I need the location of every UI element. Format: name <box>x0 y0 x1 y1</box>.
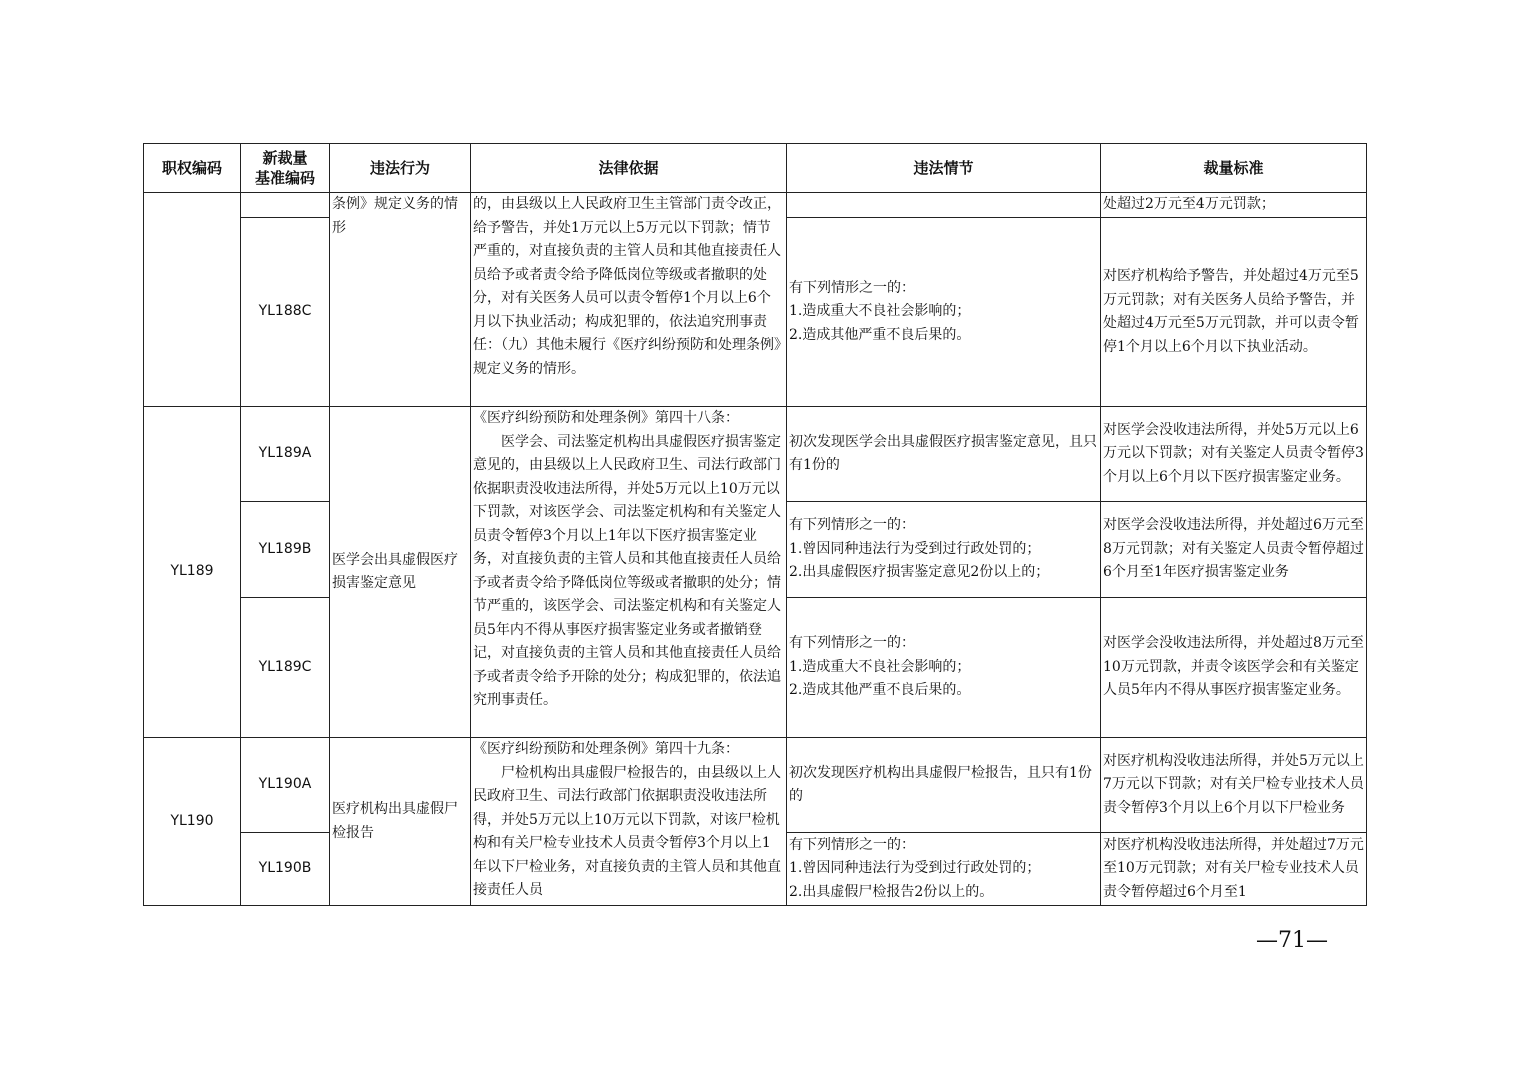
standard-cell: 对医疗机构没收违法所得，并处5万元以上7万元以下罚款；对有关尸检专业技术人员责令暂停3个月以上6个月以下尸检业务 <box>1101 738 1367 833</box>
header-circumstance: 违法情节 <box>787 144 1101 193</box>
benchmark-code-cell <box>241 193 330 218</box>
header-legal-basis: 法律依据 <box>471 144 787 193</box>
benchmark-code-cell: YL189A <box>241 407 330 502</box>
authority-code-cell <box>144 193 241 407</box>
benchmark-code-cell: YL189B <box>241 502 330 598</box>
legal-basis-cell: 的，由县级以上人民政府卫生主管部门责令改正，给予警告，并处1万元以上5万元以下罚款；情节严重的，对直接负责的主管人员和其他直接责任人员给予或者责令给予降低岗位等级或者撤职的处分，对有关医务人员可以责令暂停1个月以上6个月以下执业活动；构成犯罪的，依法追究刑事责任：（九）其他未履行《医疗纠纷预防和处理条例》规定义务的情形。 <box>471 193 787 407</box>
page-number: —71— <box>1256 928 1328 953</box>
circumstance-cell: 有下列情形之一的： 1.曾因同种违法行为受到过行政处罚的； 2.出具虚假尸检报告2份以上的。 <box>787 833 1101 906</box>
standard-cell: 对医学会没收违法所得，并处5万元以上6万元以下罚款；对有关鉴定人员责令暂停3个月以上6个月以下医疗损害鉴定业务。 <box>1101 407 1367 502</box>
legal-basis-cell: 《医疗纠纷预防和处理条例》第四十八条： 医学会、司法鉴定机构出具虚假医疗损害鉴定意见的，由县级以上人民政府卫生、司法行政部门依据职责没收违法所得，并处5万元以上10万元以下罚款，对该医学会、司法鉴定机构和有关鉴定人员责令暂停3个月以上1年以下医疗损害鉴定业务，对直接负责的主管人员和其他直接责任人员给予或者责令给予降低岗位等级或者撤职的处分；情节严重的，该医学会、司法鉴定机构和有关鉴定人员5年内不得从事医疗损害鉴定业务或者撤销登记，对直接负责的主管人员和其他直接责任人员给予或者责令给予开除的处分；构成犯罪的，依法追究刑事责任。 <box>471 407 787 738</box>
circumstance-cell: 有下列情形之一的： 1.曾因同种违法行为受到过行政处罚的； 2.出具虚假医疗损害鉴定意见2份以上的； <box>787 502 1101 598</box>
violation-cell: 条例》规定义务的情形 <box>330 193 471 407</box>
standard-cell: 处超过2万元至4万元罚款； <box>1101 193 1367 218</box>
header-benchmark-code: 新裁量 基准编码 <box>241 144 330 193</box>
circumstance-cell: 有下列情形之一的： 1.造成重大不良社会影响的； 2.造成其他严重不良后果的。 <box>787 598 1101 738</box>
benchmark-code-cell: YL190A <box>241 738 330 833</box>
circumstance-cell <box>787 193 1101 218</box>
violation-cell: 医疗机构出具虚假尸检报告 <box>330 738 471 906</box>
table-row <box>144 407 1367 502</box>
header-authority-code: 职权编码 <box>144 144 241 193</box>
standard-cell: 对医学会没收违法所得，并处超过8万元至10万元罚款，并责令该医学会和有关鉴定人员5年内不得从事医疗损害鉴定业务。 <box>1101 598 1367 738</box>
benchmark-code-cell: YL190B <box>241 833 330 906</box>
table-row <box>144 738 1367 833</box>
legal-basis-cell: 《医疗纠纷预防和处理条例》第四十九条： 尸检机构出具虚假尸检报告的，由县级以上人民政府卫生、司法行政部门依据职责没收违法所得，并处5万元以上10万元以下罚款，对该尸检机构和有关尸检专业技术人员责令暂停3个月以上1年以下尸检业务，对直接负责的主管人员和其他直接责任人员 <box>471 738 787 906</box>
authority-code-cell: YL189 <box>144 407 241 738</box>
header-violation: 违法行为 <box>330 144 471 193</box>
benchmark-code-cell: YL188C <box>241 218 330 407</box>
header-row <box>144 144 1367 193</box>
header-standard: 裁量标准 <box>1101 144 1367 193</box>
standard-cell: 对医疗机构给予警告，并处超过4万元至5万元罚款；对有关医务人员给予警告，并处超过4万元至5万元罚款，并可以责令暂停1个月以上6个月以下执业活动。 <box>1101 218 1367 407</box>
standard-cell: 对医学会没收违法所得，并处超过6万元至8万元罚款；对有关鉴定人员责令暂停超过6个月至1年医疗损害鉴定业务 <box>1101 502 1367 598</box>
penalty-standard-table <box>143 143 1367 906</box>
circumstance-cell: 初次发现医疗机构出具虚假尸检报告，且只有1份的 <box>787 738 1101 833</box>
standard-cell: 对医疗机构没收违法所得，并处超过7万元至10万元罚款；对有关尸检专业技术人员责令暂停超过6个月至1 <box>1101 833 1367 906</box>
violation-cell: 医学会出具虚假医疗损害鉴定意见 <box>330 407 471 738</box>
table-row <box>144 193 1367 218</box>
authority-code-cell: YL190 <box>144 738 241 906</box>
benchmark-code-cell: YL189C <box>241 598 330 738</box>
circumstance-cell: 初次发现医学会出具虚假医疗损害鉴定意见，且只有1份的 <box>787 407 1101 502</box>
circumstance-cell: 有下列情形之一的： 1.造成重大不良社会影响的； 2.造成其他严重不良后果的。 <box>787 218 1101 407</box>
